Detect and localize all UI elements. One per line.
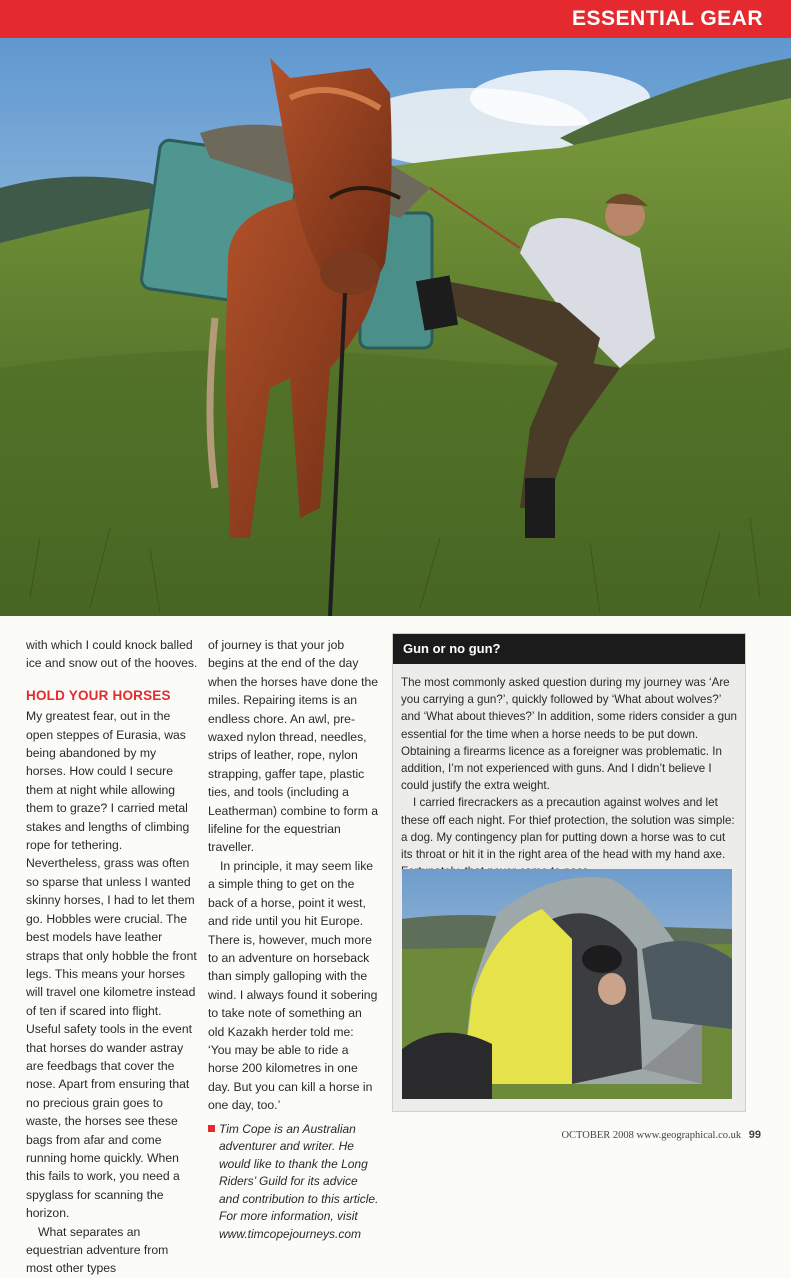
hero-photo-horse-and-rider (0, 38, 791, 616)
column1-continued-paragraph: with which I could knock balled ice and snow out of the hooves. (26, 638, 198, 671)
sidebar-paragraph-1: The most commonly asked question during my journey was ‘Are you carrying a gun?’, quickly followed by ‘What about wolves?’ and ‘What about thieves?’ In addition, some riders consider a gun essential for the time when a horse needs to be put down. Obtaining a firearms licence as a foreigner was problematic. In addition, I’m not experienced with guns. And I didn’t believe I could justify the extra weight. (401, 676, 737, 793)
column2-continued-paragraph: of journey is that your job begins at the end of the day when the horses have done the miles. Repairing items is an endless chore. An awl, pre-waxed nylon thread, needles, strips of leather, rope, nylon strapping, gaffer tape, plastic ties, and tools (including a Leatherman) combine to form a lifeline for the equestrian traveller. (208, 638, 379, 855)
page-footer (561, 1129, 761, 1141)
section-header-bar (0, 0, 791, 38)
column1-main-paragraph: My greatest fear, out in the open steppes of Eurasia, was being abandoned by my horses. How could I secure them at night while allowing them to graze? I carried metal stakes and lengths of climbing rope for tethering. Nevertheless, grass was often so sparse that unless I wanted skinny horses, I had to let them go. Hobbles were crucial. The best models have leather straps that only hobble the front legs. This means your horses will travel one kilometre instead of ten if scared into flight. Useful safety tools in the event that horses do wander astray are feedbags that cover the nose. Apart from ensuring that no precious grain goes to waste, the horses see these bags from afar and come running home quickly. When this fails to work, you need a spyglass for scanning the horizon. (26, 709, 197, 1221)
author-bio-text: Tim Cope is an Australian adventurer and writer. He would like to thank the Long Riders’ Guild for its advice and contribution to this article. For more information, visit www.timcopejourneys.com (219, 1121, 379, 1241)
footer-date: OCTOBER 2008 (561, 1130, 634, 1141)
page-number: 99 (748, 1129, 761, 1141)
article-column-2 (208, 636, 380, 1243)
section-label: ESSENTIAL GEAR (572, 7, 763, 30)
author-bio (208, 1121, 380, 1244)
subheading-hold-your-horses: HOLD YOUR HORSES (26, 687, 171, 703)
bio-square-bullet-icon (208, 1125, 215, 1132)
sidebar-paragraph-2: I carried firecrackers as a precaution against wolves and let these off each night. For thief protection, the solution was simple: a dog. My contingency plan for putting down a horse was to cut its throat or hit it in the right area of the head with my hand axe. (401, 796, 735, 862)
column1-last-paragraph: What separates an equestrian adventure from most other types (26, 1224, 169, 1276)
article-column-1 (26, 636, 198, 1278)
footer-url: www.geographical.co.uk (636, 1130, 742, 1141)
column2-main-paragraph: In principle, it may seem like a simple thing to get on the back of a horse, point it west, and ride until you hit Europe. There is, however, much more to an adventure on horseback than simply galloping with the wind. I always found it sobering to take note of something an old Kazakh herder told me: ‘You may be able to ride a horse 200 kilometres in one day. But you can kill a horse in one day, too.’ (208, 858, 378, 1113)
sidebar-title: Gun or no gun? (393, 634, 745, 664)
tent-photo (402, 869, 732, 1099)
